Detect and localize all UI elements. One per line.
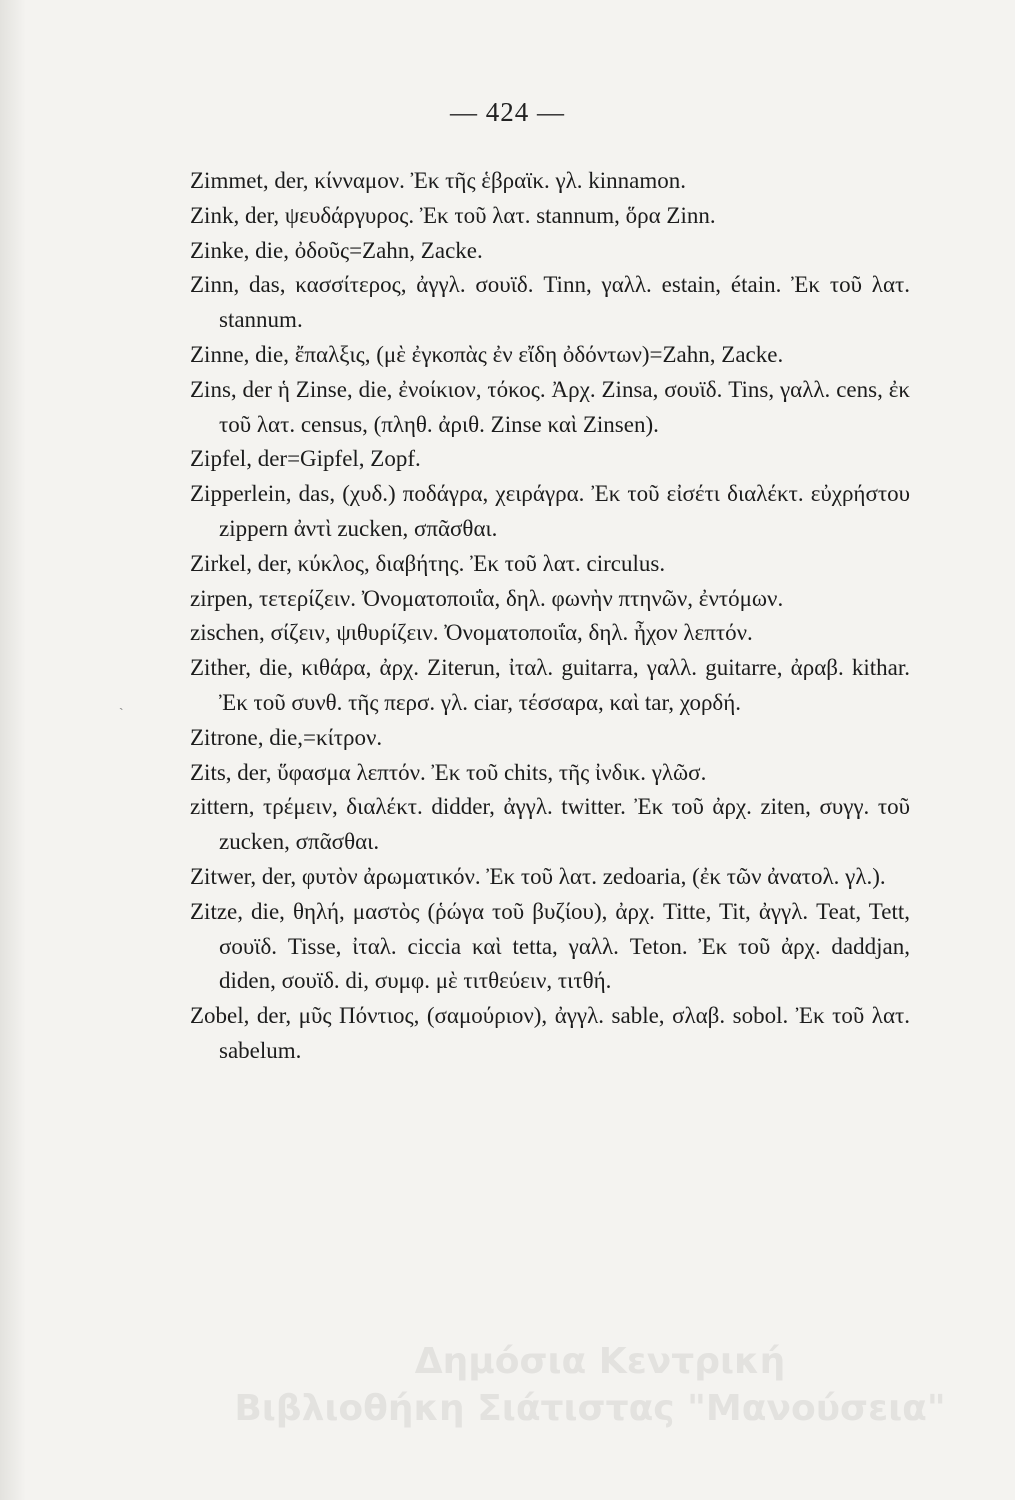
dictionary-entry: zittern, τρέμειν, διαλέκτ. didder, ἀγγλ. twitter. Ἐκ τοῦ ἀρχ. ziten, συγγ. τοῦ zucken, σπᾶσθαι. [190,794,910,855]
dictionary-entry: Zinne, die, ἔπαλξις, (μὲ ἐγκοπὰς ἐν εἴδη ὀδόντων)=Zahn, Zacke. [190,341,784,367]
dictionary-entry: Zipfel, der=Gipfel, Zopf. [190,446,421,472]
dictionary-entry: Zitze, die, θηλή, μαστὸς (ῥώγα τοῦ βυζίου), ἀρχ. Titte, Tit, ἀγγλ. Teat, Tett, σουϊδ. Tisse, ἰταλ. ciccia καὶ tetta, γαλλ. Teton. Ἐκ τοῦ ἀρχ. daddjan, diden, σουϊδ. di, συμφ. μὲ τιτθεύειν, τιτθή. [190,898,910,994]
dictionary-entry: zischen, σίζειν, ψιθυρίζειν. Ὀνοματοποιΐα, δηλ. ἦχον λεπτόν. [190,620,753,646]
dictionary-entry: Zimmet, der, κίνναμον. Ἐκ τῆς ἑβραϊκ. γλ. kinnamon. [190,168,687,193]
page-edge-shadow [0,0,26,1500]
dictionary-entries [190,164,910,1069]
library-watermark-line-2: Βιβλιοθήκη Σιάτιστας "Μανούσεια" [234,1388,946,1429]
library-watermark-line-1: Δημόσια Κεντρική [414,1341,786,1382]
dictionary-entry: Zinke, die, ὀδοῦς=Zahn, Zacke. [190,237,483,263]
page-number: — 424 — [450,97,565,127]
dictionary-entry: Zobel, der, μῦς Πόντιος, (σαμούριον), ἀγγλ. sable, σλαβ. sobol. Ἐκ τοῦ λατ. sabelum. [190,1003,910,1063]
dictionary-entry: Zirkel, der, κύκλος, διαβήτης. Ἐκ τοῦ λατ. circulus. [190,550,666,576]
dictionary-entry: Zither, die, κιθάρα, ἀρχ. Ziterun, ἰταλ. guitarra, γαλλ. guitarre, ἀραβ. kithar. Ἐκ τοῦ συνθ. τῆς περσ. γλ. ciar, τέσσαρα, καὶ tar, χορδή. [190,655,910,715]
dictionary-entry: Zitrone, die,=κίτρον. [190,724,383,750]
dictionary-entry: Zits, der, ὕφασμα λεπτόν. Ἐκ τοῦ chits, τῆς ἰνδικ. γλῶσ. [190,759,707,785]
dictionary-entry: Zipperlein, das, (χυδ.) ποδάγρα, χειράγρα. Ἐκ τοῦ εἰσέτι διαλέκτ. εὐχρήστου zippern ἀντὶ zucken, σπᾶσθαι. [190,481,910,541]
dictionary-entry: Zink, der, ψευδάργυρος. Ἐκ τοῦ λατ. stannum, ὅρα Zinn. [190,202,716,228]
dictionary-entry: zirpen, τετερίζειν. Ὀνοματοποιΐα, δηλ. φωνὴν πτηνῶν, ἐντόμων. [190,585,784,611]
dictionary-entry: Zins, der ἡ Zinse, die, ἐνοίκιον, τόκος. Ἀρχ. Zinsa, σουϊδ. Tins, γαλλ. cens, ἐκ τοῦ λατ. census, (πληθ. ἀριθ. Zinse καὶ Zinsen). [190,376,910,437]
dictionary-entry: Zinn, das, κασσίτερος, ἀγγλ. σουϊδ. Tinn, γαλλ. estain, étain. Ἐκ τοῦ λατ. stannum. [190,272,910,333]
margin-mark: ` [119,705,124,721]
dictionary-entry: Zitwer, der, φυτὸν ἀρωματικόν. Ἐκ τοῦ λατ. zedoaria, (ἐκ τῶν ἀνατολ. γλ.). [190,863,886,889]
